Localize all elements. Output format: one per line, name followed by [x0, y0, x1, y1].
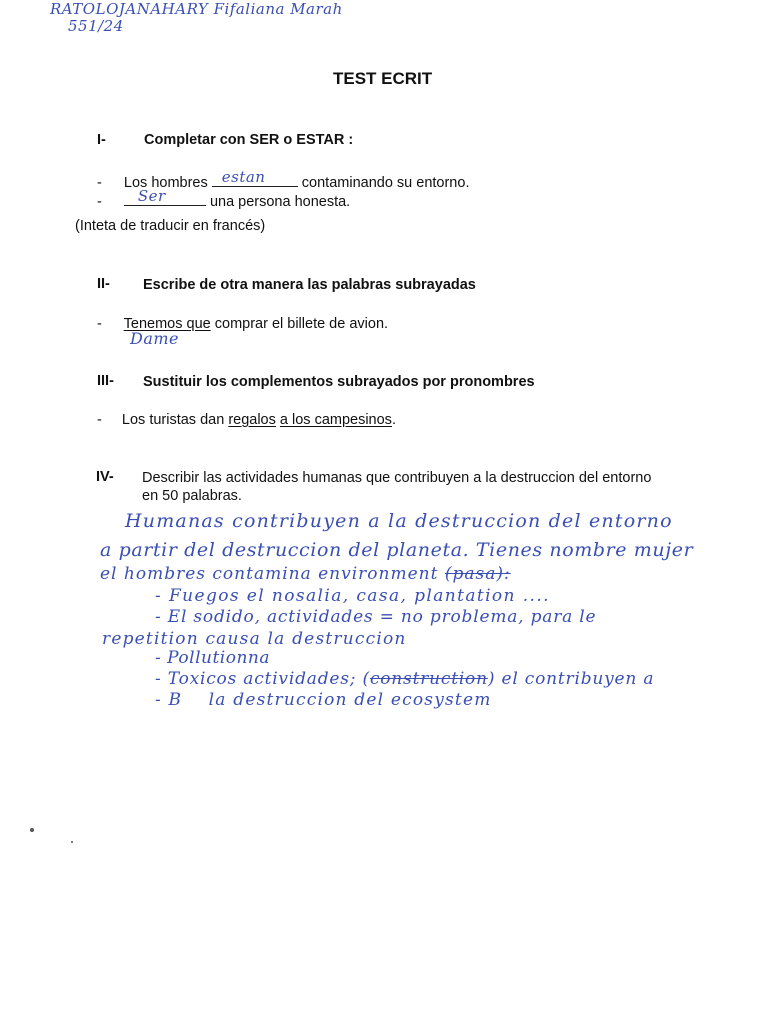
item-text-after: comprar el billete de avion.: [214, 316, 389, 332]
section-2-heading: Escribe de otra manera las palabras subrayadas: [143, 277, 476, 293]
handwritten-answer: Dame: [130, 329, 180, 348]
answer-line-4: - Fuegos el nosalia, casa, plantation ....: [155, 586, 550, 606]
answer-line-6: repetition causa la destruccion: [102, 629, 407, 649]
answer-line-2: a partir del destruccion del planeta. Tienes nombre mujer: [100, 539, 694, 561]
answer-line-8-crossed: construction: [369, 669, 488, 689]
section-1-note: (Inteta de traducir en francés): [75, 218, 266, 234]
student-id: 551/24: [68, 17, 124, 35]
scan-speck: [71, 841, 73, 843]
underlined-phrase-1: regalos: [228, 412, 276, 428]
page-title: TEST ECRIT: [333, 69, 433, 88]
bullet: -: [97, 194, 102, 210]
section-3-item-1: [97, 412, 396, 428]
bullet: -: [97, 412, 102, 428]
answer-blank: [212, 168, 298, 187]
answer-line-3-text: el hombres contamina environment: [100, 564, 439, 584]
answer-line-8-text: - Toxicos actividades: [155, 669, 350, 689]
item-text-after: una persona honesta.: [209, 194, 351, 210]
answer-line-1: Humanas contribuyen a la destruccion del entorno: [125, 510, 673, 532]
answer-line-3: [100, 564, 511, 584]
answer-blank: [124, 187, 206, 206]
answer-line-8: [155, 669, 654, 689]
underlined-phrase: Tenemos que: [123, 316, 211, 332]
answer-line-5: - El sodido, actividades = no problema, para le: [155, 607, 597, 627]
section-2-number: II-: [97, 276, 110, 292]
answer-line-7: - Pollutionna: [155, 648, 270, 668]
item-text-after: .: [391, 412, 396, 428]
section-3-number: III-: [97, 373, 114, 389]
bullet: -: [97, 175, 102, 191]
section-4-prompt-line-2: en 50 palabras.: [142, 488, 242, 504]
section-3-heading: Sustituir los complementos subrayados por pronombres: [143, 374, 535, 390]
student-name: RATOLOJANAHARY Fifaliana Marah: [50, 0, 343, 18]
section-1-number: I-: [97, 132, 106, 148]
item-text-before: Los hombres: [123, 175, 208, 191]
underlined-phrase-2: a los campesinos: [279, 412, 392, 428]
answer-line-9: - B la destruccion del ecosystem: [155, 690, 492, 710]
answer-line-3-crossed: (pasa):: [444, 564, 511, 584]
bullet: -: [97, 316, 102, 332]
item-text-before: Los turistas dan: [121, 412, 225, 428]
answer-line-8-rest: ) el contribuyen a: [487, 669, 655, 689]
section-1-heading: Completar con SER o ESTAR :: [144, 132, 354, 148]
section-1-item-2: [97, 187, 351, 210]
item-text-after: contaminando su entorno.: [301, 175, 470, 191]
handwritten-answer: Ser: [137, 187, 166, 205]
answer-line-8-paren: ; (: [349, 669, 370, 689]
scan-speck: [30, 828, 34, 832]
section-4-number: IV-: [96, 469, 114, 485]
handwritten-answer: estan: [221, 168, 266, 186]
section-4-prompt-line-1: Describir las actividades humanas que contribuyen a la destruccion del entorno: [142, 470, 652, 486]
